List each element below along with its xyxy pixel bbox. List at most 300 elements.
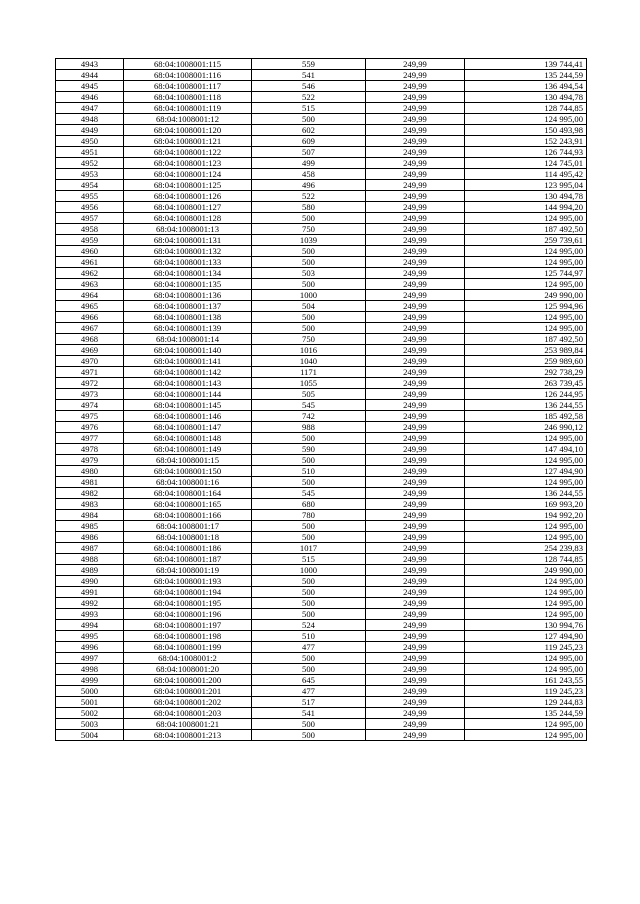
table-row	[56, 730, 587, 741]
cadastral-number-cell: 68:04:1008001:136	[124, 290, 252, 301]
total-cell: 187 492,50	[465, 334, 587, 345]
row-number-cell: 4964	[56, 290, 124, 301]
row-number-cell: 4991	[56, 587, 124, 598]
area-cell: 500	[252, 323, 366, 334]
cadastral-number-cell: 68:04:1008001:194	[124, 587, 252, 598]
area-cell: 500	[252, 664, 366, 675]
area-cell: 680	[252, 499, 366, 510]
cadastral-number-cell: 68:04:1008001:134	[124, 268, 252, 279]
price-cell: 249,99	[366, 59, 465, 70]
price-cell: 249,99	[366, 114, 465, 125]
row-number-cell: 4980	[56, 466, 124, 477]
cadastral-number-cell: 68:04:1008001:14	[124, 334, 252, 345]
row-number-cell: 4971	[56, 367, 124, 378]
row-number-cell: 4946	[56, 92, 124, 103]
table-row	[56, 191, 587, 202]
row-number-cell: 4987	[56, 543, 124, 554]
table-row	[56, 202, 587, 213]
row-number-cell: 4952	[56, 158, 124, 169]
cadastral-number-cell: 68:04:1008001:126	[124, 191, 252, 202]
row-number-cell: 4977	[56, 433, 124, 444]
price-cell: 249,99	[366, 653, 465, 664]
cadastral-number-cell: 68:04:1008001:145	[124, 400, 252, 411]
total-cell: 124 995,00	[465, 609, 587, 620]
cadastral-number-cell: 68:04:1008001:15	[124, 455, 252, 466]
cadastral-number-cell: 68:04:1008001:201	[124, 686, 252, 697]
price-cell: 249,99	[366, 389, 465, 400]
table-row	[56, 598, 587, 609]
total-cell: 292 738,29	[465, 367, 587, 378]
area-cell: 522	[252, 191, 366, 202]
total-cell: 135 244,59	[465, 70, 587, 81]
table-row	[56, 719, 587, 730]
table-row	[56, 345, 587, 356]
row-number-cell: 4975	[56, 411, 124, 422]
price-cell: 249,99	[366, 378, 465, 389]
area-cell: 517	[252, 697, 366, 708]
cadastral-number-cell: 68:04:1008001:16	[124, 477, 252, 488]
cadastral-number-cell: 68:04:1008001:142	[124, 367, 252, 378]
total-cell: 124 995,00	[465, 246, 587, 257]
area-cell: 503	[252, 268, 366, 279]
table-row	[56, 664, 587, 675]
area-cell: 645	[252, 675, 366, 686]
area-cell: 500	[252, 279, 366, 290]
row-number-cell: 4966	[56, 312, 124, 323]
total-cell: 124 995,00	[465, 521, 587, 532]
total-cell: 124 995,00	[465, 114, 587, 125]
data-table	[55, 58, 587, 741]
table-row	[56, 631, 587, 642]
table-body	[56, 59, 587, 741]
table-row	[56, 312, 587, 323]
table-row	[56, 224, 587, 235]
cadastral-number-cell: 68:04:1008001:120	[124, 125, 252, 136]
row-number-cell: 5004	[56, 730, 124, 741]
row-number-cell: 4943	[56, 59, 124, 70]
price-cell: 249,99	[366, 565, 465, 576]
total-cell: 124 995,00	[465, 532, 587, 543]
cadastral-number-cell: 68:04:1008001:133	[124, 257, 252, 268]
area-cell: 477	[252, 642, 366, 653]
total-cell: 124 995,00	[465, 587, 587, 598]
area-cell: 515	[252, 554, 366, 565]
table-row	[56, 279, 587, 290]
price-cell: 249,99	[366, 609, 465, 620]
row-number-cell: 4979	[56, 455, 124, 466]
total-cell: 254 239,83	[465, 543, 587, 554]
cadastral-number-cell: 68:04:1008001:124	[124, 169, 252, 180]
total-cell: 152 243,91	[465, 136, 587, 147]
row-number-cell: 4954	[56, 180, 124, 191]
price-cell: 249,99	[366, 323, 465, 334]
table-row	[56, 147, 587, 158]
table-row	[56, 477, 587, 488]
price-cell: 249,99	[366, 81, 465, 92]
price-cell: 249,99	[366, 246, 465, 257]
total-cell: 144 994,20	[465, 202, 587, 213]
cadastral-number-cell: 68:04:1008001:195	[124, 598, 252, 609]
total-cell: 126 744,93	[465, 147, 587, 158]
area-cell: 500	[252, 114, 366, 125]
total-cell: 124 995,00	[465, 455, 587, 466]
cadastral-number-cell: 68:04:1008001:146	[124, 411, 252, 422]
row-number-cell: 4961	[56, 257, 124, 268]
total-cell: 124 995,00	[465, 433, 587, 444]
price-cell: 249,99	[366, 521, 465, 532]
area-cell: 499	[252, 158, 366, 169]
area-cell: 580	[252, 202, 366, 213]
price-cell: 249,99	[366, 576, 465, 587]
price-cell: 249,99	[366, 158, 465, 169]
table-row	[56, 466, 587, 477]
cadastral-number-cell: 68:04:1008001:144	[124, 389, 252, 400]
cadastral-number-cell: 68:04:1008001:131	[124, 235, 252, 246]
table-row	[56, 158, 587, 169]
table-row	[56, 609, 587, 620]
table-row	[56, 587, 587, 598]
area-cell: 545	[252, 400, 366, 411]
table-row	[56, 180, 587, 191]
total-cell: 136 244,55	[465, 400, 587, 411]
area-cell: 609	[252, 136, 366, 147]
area-cell: 546	[252, 81, 366, 92]
row-number-cell: 4996	[56, 642, 124, 653]
total-cell: 130 994,76	[465, 620, 587, 631]
price-cell: 249,99	[366, 180, 465, 191]
cadastral-number-cell: 68:04:1008001:199	[124, 642, 252, 653]
row-number-cell: 4955	[56, 191, 124, 202]
cadastral-number-cell: 68:04:1008001:116	[124, 70, 252, 81]
total-cell: 246 990,12	[465, 422, 587, 433]
row-number-cell: 4944	[56, 70, 124, 81]
row-number-cell: 4948	[56, 114, 124, 125]
price-cell: 249,99	[366, 686, 465, 697]
area-cell: 500	[252, 653, 366, 664]
area-cell: 500	[252, 587, 366, 598]
row-number-cell: 4986	[56, 532, 124, 543]
total-cell: 147 494,10	[465, 444, 587, 455]
table-row	[56, 576, 587, 587]
price-cell: 249,99	[366, 191, 465, 202]
row-number-cell: 4945	[56, 81, 124, 92]
cadastral-number-cell: 68:04:1008001:12	[124, 114, 252, 125]
table-row	[56, 213, 587, 224]
total-cell: 125 994,96	[465, 301, 587, 312]
total-cell: 128 744,85	[465, 103, 587, 114]
total-cell: 123 995,04	[465, 180, 587, 191]
table-row	[56, 554, 587, 565]
price-cell: 249,99	[366, 202, 465, 213]
total-cell: 124 995,00	[465, 576, 587, 587]
area-cell: 515	[252, 103, 366, 114]
total-cell: 136 244,55	[465, 488, 587, 499]
table-row	[56, 565, 587, 576]
row-number-cell: 4969	[56, 345, 124, 356]
row-number-cell: 5001	[56, 697, 124, 708]
area-cell: 500	[252, 576, 366, 587]
price-cell: 249,99	[366, 213, 465, 224]
cadastral-number-cell: 68:04:1008001:128	[124, 213, 252, 224]
table-row	[56, 323, 587, 334]
total-cell: 124 995,00	[465, 312, 587, 323]
price-cell: 249,99	[366, 587, 465, 598]
price-cell: 249,99	[366, 136, 465, 147]
row-number-cell: 4970	[56, 356, 124, 367]
area-cell: 545	[252, 488, 366, 499]
row-number-cell: 4963	[56, 279, 124, 290]
row-number-cell: 4997	[56, 653, 124, 664]
row-number-cell: 4978	[56, 444, 124, 455]
total-cell: 124 745,01	[465, 158, 587, 169]
area-cell: 1039	[252, 235, 366, 246]
price-cell: 249,99	[366, 279, 465, 290]
table-row	[56, 92, 587, 103]
cadastral-number-cell: 68:04:1008001:118	[124, 92, 252, 103]
table-row	[56, 510, 587, 521]
cadastral-number-cell: 68:04:1008001:123	[124, 158, 252, 169]
row-number-cell: 4985	[56, 521, 124, 532]
area-cell: 742	[252, 411, 366, 422]
row-number-cell: 4959	[56, 235, 124, 246]
row-number-cell: 4956	[56, 202, 124, 213]
area-cell: 500	[252, 598, 366, 609]
area-cell: 504	[252, 301, 366, 312]
price-cell: 249,99	[366, 70, 465, 81]
cadastral-number-cell: 68:04:1008001:21	[124, 719, 252, 730]
total-cell: 125 744,97	[465, 268, 587, 279]
price-cell: 249,99	[366, 510, 465, 521]
area-cell: 510	[252, 466, 366, 477]
total-cell: 124 995,00	[465, 477, 587, 488]
table-row	[56, 521, 587, 532]
price-cell: 249,99	[366, 312, 465, 323]
table-row	[56, 70, 587, 81]
cadastral-number-cell: 68:04:1008001:196	[124, 609, 252, 620]
total-cell: 124 995,00	[465, 257, 587, 268]
price-cell: 249,99	[366, 367, 465, 378]
price-cell: 249,99	[366, 466, 465, 477]
cadastral-number-cell: 68:04:1008001:164	[124, 488, 252, 499]
table-row	[56, 697, 587, 708]
row-number-cell: 4989	[56, 565, 124, 576]
price-cell: 249,99	[366, 334, 465, 345]
table-row	[56, 257, 587, 268]
cadastral-number-cell: 68:04:1008001:125	[124, 180, 252, 191]
cadastral-number-cell: 68:04:1008001:122	[124, 147, 252, 158]
price-cell: 249,99	[366, 400, 465, 411]
total-cell: 139 744,41	[465, 59, 587, 70]
total-cell: 129 244,83	[465, 697, 587, 708]
area-cell: 1171	[252, 367, 366, 378]
cadastral-number-cell: 68:04:1008001:132	[124, 246, 252, 257]
cadastral-number-cell: 68:04:1008001:165	[124, 499, 252, 510]
table-row	[56, 125, 587, 136]
row-number-cell: 4949	[56, 125, 124, 136]
table-row	[56, 103, 587, 114]
cadastral-number-cell: 68:04:1008001:203	[124, 708, 252, 719]
area-cell: 541	[252, 708, 366, 719]
area-cell: 505	[252, 389, 366, 400]
total-cell: 114 495,42	[465, 169, 587, 180]
total-cell: 127 494,90	[465, 631, 587, 642]
table-row	[56, 620, 587, 631]
price-cell: 249,99	[366, 422, 465, 433]
cadastral-number-cell: 68:04:1008001:20	[124, 664, 252, 675]
area-cell: 1016	[252, 345, 366, 356]
row-number-cell: 5000	[56, 686, 124, 697]
area-cell: 1055	[252, 378, 366, 389]
row-number-cell: 4950	[56, 136, 124, 147]
price-cell: 249,99	[366, 554, 465, 565]
area-cell: 500	[252, 246, 366, 257]
area-cell: 780	[252, 510, 366, 521]
cadastral-number-cell: 68:04:1008001:198	[124, 631, 252, 642]
table-row	[56, 136, 587, 147]
price-cell: 249,99	[366, 543, 465, 554]
area-cell: 750	[252, 224, 366, 235]
row-number-cell: 4947	[56, 103, 124, 114]
table-row	[56, 378, 587, 389]
area-cell: 750	[252, 334, 366, 345]
table-row	[56, 356, 587, 367]
price-cell: 249,99	[366, 499, 465, 510]
price-cell: 249,99	[366, 598, 465, 609]
area-cell: 1000	[252, 565, 366, 576]
cadastral-number-cell: 68:04:1008001:19	[124, 565, 252, 576]
price-cell: 249,99	[366, 488, 465, 499]
area-cell: 559	[252, 59, 366, 70]
area-cell: 500	[252, 477, 366, 488]
price-cell: 249,99	[366, 675, 465, 686]
total-cell: 124 995,00	[465, 213, 587, 224]
price-cell: 249,99	[366, 290, 465, 301]
area-cell: 500	[252, 257, 366, 268]
cadastral-number-cell: 68:04:1008001:119	[124, 103, 252, 114]
cadastral-number-cell: 68:04:1008001:127	[124, 202, 252, 213]
area-cell: 500	[252, 433, 366, 444]
area-cell: 500	[252, 455, 366, 466]
table-row	[56, 235, 587, 246]
cadastral-number-cell: 68:04:1008001:141	[124, 356, 252, 367]
cadastral-number-cell: 68:04:1008001:2	[124, 653, 252, 664]
cadastral-number-cell: 68:04:1008001:197	[124, 620, 252, 631]
cadastral-number-cell: 68:04:1008001:115	[124, 59, 252, 70]
table-row	[56, 686, 587, 697]
total-cell: 124 995,00	[465, 279, 587, 290]
area-cell: 524	[252, 620, 366, 631]
table-row	[56, 499, 587, 510]
total-cell: 124 995,00	[465, 323, 587, 334]
area-cell: 988	[252, 422, 366, 433]
price-cell: 249,99	[366, 532, 465, 543]
price-cell: 249,99	[366, 631, 465, 642]
cadastral-number-cell: 68:04:1008001:193	[124, 576, 252, 587]
area-cell: 541	[252, 70, 366, 81]
row-number-cell: 4976	[56, 422, 124, 433]
table-row	[56, 455, 587, 466]
price-cell: 249,99	[366, 719, 465, 730]
cadastral-number-cell: 68:04:1008001:148	[124, 433, 252, 444]
cadastral-number-cell: 68:04:1008001:213	[124, 730, 252, 741]
total-cell: 135 244,59	[465, 708, 587, 719]
total-cell: 185 492,58	[465, 411, 587, 422]
table-row	[56, 389, 587, 400]
total-cell: 194 992,20	[465, 510, 587, 521]
area-cell: 500	[252, 312, 366, 323]
area-cell: 500	[252, 719, 366, 730]
table-row	[56, 488, 587, 499]
cadastral-number-cell: 68:04:1008001:143	[124, 378, 252, 389]
cadastral-number-cell: 68:04:1008001:117	[124, 81, 252, 92]
price-cell: 249,99	[366, 642, 465, 653]
price-cell: 249,99	[366, 730, 465, 741]
price-cell: 249,99	[366, 433, 465, 444]
row-number-cell: 4965	[56, 301, 124, 312]
cadastral-number-cell: 68:04:1008001:13	[124, 224, 252, 235]
total-cell: 169 993,20	[465, 499, 587, 510]
row-number-cell: 4974	[56, 400, 124, 411]
total-cell: 119 245,23	[465, 642, 587, 653]
cadastral-number-cell: 68:04:1008001:18	[124, 532, 252, 543]
row-number-cell: 4960	[56, 246, 124, 257]
area-cell: 1000	[252, 290, 366, 301]
table-row	[56, 532, 587, 543]
total-cell: 263 739,45	[465, 378, 587, 389]
table-row	[56, 422, 587, 433]
cadastral-number-cell: 68:04:1008001:135	[124, 279, 252, 290]
area-cell: 500	[252, 609, 366, 620]
area-cell: 500	[252, 521, 366, 532]
cadastral-number-cell: 68:04:1008001:137	[124, 301, 252, 312]
cadastral-number-cell: 68:04:1008001:121	[124, 136, 252, 147]
area-cell: 522	[252, 92, 366, 103]
total-cell: 124 995,00	[465, 664, 587, 675]
price-cell: 249,99	[366, 356, 465, 367]
total-cell: 253 989,84	[465, 345, 587, 356]
table-row	[56, 444, 587, 455]
row-number-cell: 4973	[56, 389, 124, 400]
price-cell: 249,99	[366, 620, 465, 631]
row-number-cell: 5002	[56, 708, 124, 719]
row-number-cell: 4998	[56, 664, 124, 675]
table-row	[56, 675, 587, 686]
area-cell: 500	[252, 730, 366, 741]
table-row	[56, 290, 587, 301]
area-cell: 458	[252, 169, 366, 180]
price-cell: 249,99	[366, 345, 465, 356]
table-row	[56, 543, 587, 554]
row-number-cell: 4967	[56, 323, 124, 334]
price-cell: 249,99	[366, 477, 465, 488]
area-cell: 590	[252, 444, 366, 455]
price-cell: 249,99	[366, 92, 465, 103]
row-number-cell: 4984	[56, 510, 124, 521]
total-cell: 130 494,78	[465, 191, 587, 202]
table-row	[56, 653, 587, 664]
row-number-cell: 4990	[56, 576, 124, 587]
total-cell: 161 243,55	[465, 675, 587, 686]
row-number-cell: 4993	[56, 609, 124, 620]
table-row	[56, 433, 587, 444]
row-number-cell: 4992	[56, 598, 124, 609]
area-cell: 477	[252, 686, 366, 697]
cadastral-number-cell: 68:04:1008001:166	[124, 510, 252, 521]
row-number-cell: 4999	[56, 675, 124, 686]
table-row	[56, 400, 587, 411]
table-row	[56, 301, 587, 312]
table-row	[56, 81, 587, 92]
